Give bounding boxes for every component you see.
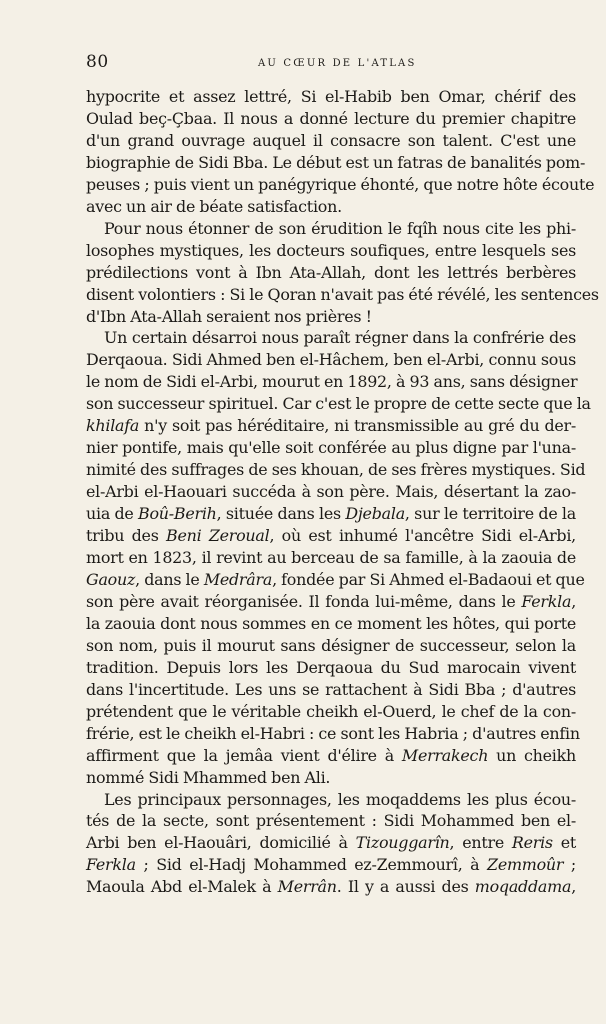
text-line: nommé Sidi Mhammed ben Ali. <box>86 767 331 787</box>
text-line: tés de la secte, sont présentement : Sidi Mohammed ben el- <box>86 811 576 831</box>
text-line: son père avait réorganisée. Il fonda lui-même, dans le Ferkla, <box>86 591 576 611</box>
text-line: tradition. Depuis lors les Derqaoua du Sud marocain vivent <box>86 657 576 677</box>
text-line: peuses ; puis vient un panégyrique éhonté, que notre hôte écoute <box>86 174 595 194</box>
page-number: 80 <box>86 52 109 72</box>
text-line: nier pontife, mais qu'elle soit conférée au plus digne par l'una- <box>86 438 576 458</box>
text-line: prétendent que le véritable cheikh el-Ouerd, le chef de la con- <box>86 701 576 721</box>
text-line: dans l'incertitude. Les uns se rattachent à Sidi Bba ; d'autres <box>86 679 576 699</box>
text-line: biographie de Sidi Bba. Le début est un fatras de banalités pom- <box>86 152 586 172</box>
text-line: Ferkla ; Sid el-Hadj Mohammed ez-Zemmourî, à Zemmoûr ; <box>86 855 576 875</box>
text-line: affirment que la jemâa vient d'élire à Merrakech un cheikh <box>86 745 577 765</box>
text-line: Les principaux personnages, les moqaddems les plus écou- <box>104 789 576 809</box>
text-line: Maoula Abd el-Malek à Merrân. Il y a aussi des moqaddama, <box>86 877 576 897</box>
body-text <box>86 86 599 898</box>
running-head: AU CŒUR DE L'ATLAS <box>258 58 417 69</box>
text-line: mort en 1823, il revint au berceau de sa famille, à la zaouia de <box>86 548 576 568</box>
text-line: el-Arbi el-Haouari succéda à son père. Mais, désertant la zao- <box>86 482 576 502</box>
text-line: losophes mystiques, les docteurs soufiques, entre lesquels ses <box>86 240 576 260</box>
text-line: son nom, puis il mourut sans désigner de successeur, selon la <box>86 635 576 655</box>
text-line: d'Ibn Ata-Allah seraient nos prières ! <box>86 306 372 326</box>
text-line: Pour nous étonner de son érudition le fqîh nous cite les phi- <box>104 218 576 238</box>
text-line: Un certain désarroi nous paraît régner dans la confrérie des <box>104 328 576 348</box>
text-line: avec un air de béate satisfaction. <box>86 196 342 216</box>
text-line: hypocrite et assez lettré, Si el-Habib ben Omar, chérif des <box>86 87 576 106</box>
text-line: Oulad beç-Çbaa. Il nous a donné lecture du premier chapitre <box>86 108 576 128</box>
text-line: d'un grand ouvrage auquel il consacre son talent. C'est une <box>86 130 576 150</box>
text-line: son successeur spirituel. Car c'est le propre de cette secte que la <box>86 394 591 414</box>
text-line: Derqaoua. Sidi Ahmed ben el-Hâchem, ben el-Arbi, connu sous <box>86 350 576 370</box>
text-line: uia de Boû-Berih, située dans les Djebala, sur le territoire de la <box>86 504 576 524</box>
text-line: disent volontiers : Si le Qoran n'avait pas été révélé, les sentences <box>86 284 599 304</box>
text-line: frérie, est le cheikh el-Habri : ce sont les Habria ; d'autres enfin <box>86 723 580 743</box>
text-line: le nom de Sidi el-Arbi, mourut en 1892, à 93 ans, sans désigner <box>86 372 578 392</box>
text-line: Gaouz, dans le Medrâra, fondée par Si Ahmed el-Badaoui et que <box>86 569 585 589</box>
text-line: Arbi ben el-Haouâri, domicilié à Tizouggarîn, entre Reris et <box>86 833 577 853</box>
text-line: nimité des suffrages de ses khouan, de ses frères mystiques. Sid <box>86 460 586 480</box>
text-line: khilafa n'y soit pas héréditaire, ni transmissible au gré du der- <box>86 416 576 436</box>
text-line: prédilections vont à Ibn Ata-Allah, dont les lettrés berbères <box>86 262 576 282</box>
text-line: tribu des Beni Zeroual, où est inhumé l'ancêtre Sidi el-Arbi, <box>86 526 576 546</box>
text-line: la zaouia dont nous sommes en ce moment les hôtes, qui porte <box>86 613 576 633</box>
